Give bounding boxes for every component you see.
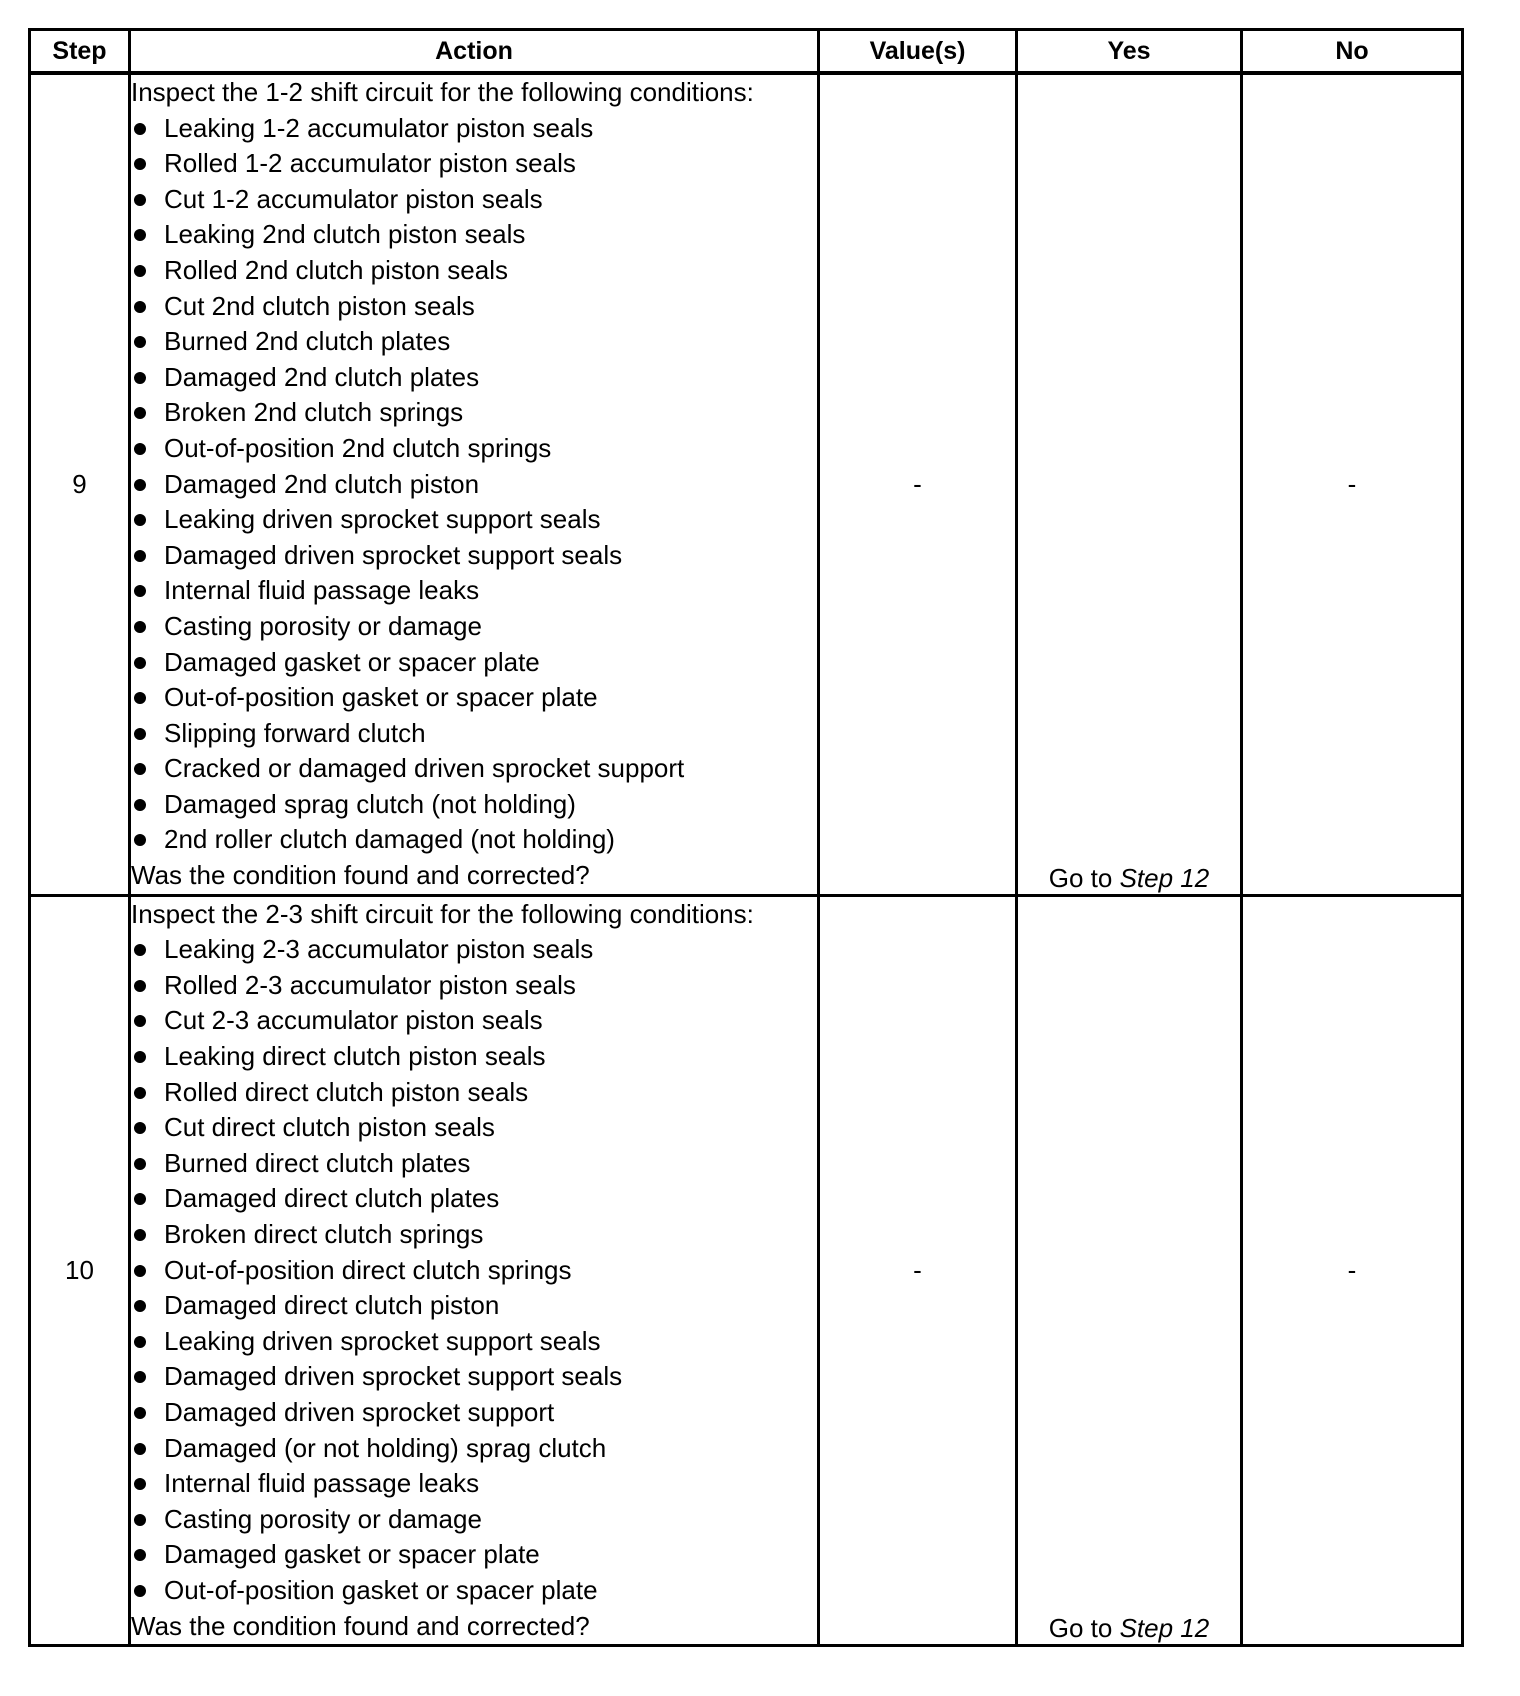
list-item bbox=[131, 1537, 817, 1573]
list-item bbox=[131, 822, 817, 858]
list-item-text: Rolled 2nd clutch piston seals bbox=[164, 254, 508, 285]
list-item bbox=[131, 1075, 817, 1111]
action-question: Was the condition found and corrected? bbox=[131, 860, 590, 891]
bullet-icon bbox=[134, 301, 146, 313]
bullet-icon bbox=[134, 944, 146, 956]
list-item-text: Damaged 2nd clutch plates bbox=[164, 361, 480, 392]
yes-cell bbox=[1017, 895, 1242, 1645]
list-item bbox=[131, 1359, 817, 1395]
values-cell: - bbox=[819, 895, 1017, 1645]
bullet-icon bbox=[134, 763, 146, 775]
table-row bbox=[30, 73, 1463, 895]
step-link: Step 12 bbox=[1119, 1613, 1210, 1644]
yes-prefix: Go to bbox=[1048, 862, 1120, 893]
bullet-icon bbox=[134, 728, 146, 740]
list-item-text: Damaged direct clutch piston bbox=[164, 1290, 500, 1321]
bullet-icon bbox=[134, 1478, 146, 1490]
list-item-text: Out-of-position gasket or spacer plate bbox=[164, 682, 598, 713]
list-item-text: Damaged (or not holding) sprag clutch bbox=[164, 1432, 607, 1463]
bullet-icon bbox=[134, 265, 146, 277]
list-item-text: Damaged gasket or spacer plate bbox=[164, 1539, 540, 1570]
step-number: 9 bbox=[30, 73, 130, 895]
list-item bbox=[131, 431, 817, 467]
list-item bbox=[131, 1466, 817, 1502]
list-item-text: Leaking 2nd clutch piston seals bbox=[164, 219, 526, 250]
list-item bbox=[131, 289, 817, 325]
list-item bbox=[131, 1181, 817, 1217]
list-item bbox=[131, 1146, 817, 1182]
list-item bbox=[131, 538, 817, 574]
list-item-text: Internal fluid passage leaks bbox=[164, 1468, 480, 1499]
list-item bbox=[131, 787, 817, 823]
header-yes: Yes bbox=[1017, 30, 1242, 74]
list-item-text: Rolled 1-2 accumulator piston seals bbox=[164, 148, 576, 179]
bullet-icon bbox=[134, 585, 146, 597]
bullet-icon bbox=[134, 336, 146, 348]
bullet-icon bbox=[134, 834, 146, 846]
bullet-icon bbox=[134, 1015, 146, 1027]
bullet-icon bbox=[134, 407, 146, 419]
list-item bbox=[131, 1253, 817, 1289]
list-item-text: Leaking direct clutch piston seals bbox=[164, 1041, 546, 1072]
list-item bbox=[131, 968, 817, 1004]
list-item-text: Damaged gasket or spacer plate bbox=[164, 646, 540, 677]
list-item bbox=[131, 217, 817, 253]
list-item-text: Out-of-position direct clutch springs bbox=[164, 1254, 572, 1285]
bullet-icon bbox=[134, 1265, 146, 1277]
list-item bbox=[131, 502, 817, 538]
header-step: Step bbox=[30, 30, 130, 74]
bullet-icon bbox=[134, 1122, 146, 1134]
list-item bbox=[131, 573, 817, 609]
list-item-text: Casting porosity or damage bbox=[164, 610, 482, 641]
list-item-text: Slipping forward clutch bbox=[164, 717, 426, 748]
action-cell bbox=[130, 73, 819, 895]
list-item bbox=[131, 680, 817, 716]
bullet-icon bbox=[134, 443, 146, 455]
list-item-text: Broken direct clutch springs bbox=[164, 1219, 484, 1249]
list-item-text: Damaged direct clutch plates bbox=[164, 1183, 500, 1214]
header-action: Action bbox=[130, 30, 819, 74]
bullet-icon bbox=[134, 1193, 146, 1205]
action-cell bbox=[130, 895, 819, 1645]
yes-cell bbox=[1017, 73, 1242, 895]
list-item bbox=[131, 645, 817, 681]
list-item bbox=[131, 324, 817, 360]
list-item-text: Leaking 1-2 accumulator piston seals bbox=[164, 112, 594, 143]
list-item bbox=[131, 1003, 817, 1039]
bullet-icon bbox=[134, 479, 146, 491]
list-item-text: Cut 2nd clutch piston seals bbox=[164, 290, 475, 321]
list-item-text: Burned 2nd clutch plates bbox=[164, 326, 451, 357]
bullet-icon bbox=[134, 1158, 146, 1170]
bullet-icon bbox=[134, 621, 146, 633]
list-item-text: Leaking driven sprocket support seals bbox=[164, 504, 601, 535]
list-item bbox=[131, 1288, 817, 1324]
header-no: No bbox=[1242, 30, 1463, 74]
list-item bbox=[131, 609, 817, 645]
list-item-text: Rolled 2-3 accumulator piston seals bbox=[164, 969, 576, 1000]
header-values: Value(s) bbox=[819, 30, 1017, 74]
bullet-icon bbox=[134, 158, 146, 170]
list-item bbox=[131, 1431, 817, 1467]
bullet-icon bbox=[134, 1514, 146, 1526]
list-item-text: Out-of-position 2nd clutch springs bbox=[164, 432, 552, 463]
bullet-icon bbox=[134, 194, 146, 206]
list-item-text: Burned direct clutch plates bbox=[164, 1147, 471, 1178]
bullet-icon bbox=[134, 692, 146, 704]
list-item bbox=[131, 1217, 817, 1253]
condition-list bbox=[131, 111, 817, 858]
list-item-text: Damaged sprag clutch (not holding) bbox=[164, 788, 576, 819]
list-item bbox=[131, 182, 817, 218]
list-item bbox=[131, 1573, 817, 1609]
condition-list bbox=[131, 932, 817, 1608]
list-item-text: Broken 2nd clutch springs bbox=[164, 397, 464, 428]
bullet-icon bbox=[134, 1300, 146, 1312]
bullet-icon bbox=[134, 1585, 146, 1597]
list-item bbox=[131, 146, 817, 182]
list-item bbox=[131, 395, 817, 431]
list-item bbox=[131, 1039, 817, 1075]
yes-prefix: Go to bbox=[1048, 1613, 1120, 1644]
bullet-icon bbox=[134, 550, 146, 562]
no-cell: - bbox=[1242, 895, 1463, 1645]
list-item bbox=[131, 1502, 817, 1538]
list-item bbox=[131, 716, 817, 752]
header-row bbox=[30, 30, 1463, 74]
bullet-icon bbox=[134, 1407, 146, 1419]
bullet-icon bbox=[134, 1443, 146, 1455]
list-item-text: Cut direct clutch piston seals bbox=[164, 1112, 495, 1143]
list-item bbox=[131, 253, 817, 289]
list-item-text: Cracked or damaged driven sprocket support bbox=[164, 753, 685, 784]
list-item-text: Internal fluid passage leaks bbox=[164, 575, 480, 606]
bullet-icon bbox=[134, 799, 146, 811]
list-item bbox=[131, 751, 817, 787]
list-item-text: Damaged 2nd clutch piston bbox=[164, 468, 480, 499]
values-cell: - bbox=[819, 73, 1017, 895]
list-item-text: Damaged driven sprocket support seals bbox=[164, 1361, 623, 1392]
bullet-icon bbox=[134, 1229, 146, 1241]
list-item-text: Damaged driven sprocket support bbox=[164, 1396, 555, 1427]
action-question: Was the condition found and corrected? bbox=[131, 1610, 590, 1641]
list-item bbox=[131, 1324, 817, 1360]
bullet-icon bbox=[134, 229, 146, 241]
list-item-text: 2nd roller clutch damaged (not holding) bbox=[164, 824, 615, 855]
list-item-text: Out-of-position gasket or spacer plate bbox=[164, 1574, 598, 1605]
bullet-icon bbox=[134, 657, 146, 669]
bullet-icon bbox=[134, 1371, 146, 1383]
table-row bbox=[30, 895, 1463, 1645]
list-item-text: Rolled direct clutch piston seals bbox=[164, 1076, 529, 1107]
list-item bbox=[131, 1110, 817, 1146]
diagnostic-table bbox=[28, 28, 1464, 1647]
action-intro: Inspect the 2-3 shift circuit for the following conditions: bbox=[131, 898, 754, 929]
step-number: 10 bbox=[30, 895, 130, 1645]
list-item-text: Leaking driven sprocket support seals bbox=[164, 1325, 601, 1356]
list-item-text: Damaged driven sprocket support seals bbox=[164, 539, 623, 570]
bullet-icon bbox=[134, 123, 146, 135]
list-item bbox=[131, 932, 817, 968]
bullet-icon bbox=[134, 1549, 146, 1561]
list-item bbox=[131, 1395, 817, 1431]
bullet-icon bbox=[134, 514, 146, 526]
action-intro: Inspect the 1-2 shift circuit for the following conditions: bbox=[131, 77, 754, 107]
no-cell: - bbox=[1242, 73, 1463, 895]
list-item bbox=[131, 111, 817, 147]
list-item bbox=[131, 467, 817, 503]
list-item bbox=[131, 360, 817, 396]
bullet-icon bbox=[134, 1051, 146, 1063]
bullet-icon bbox=[134, 980, 146, 992]
bullet-icon bbox=[134, 1336, 146, 1348]
list-item-text: Cut 2-3 accumulator piston seals bbox=[164, 1005, 543, 1036]
bullet-icon bbox=[134, 372, 146, 384]
step-link: Step 12 bbox=[1119, 862, 1210, 893]
bullet-icon bbox=[134, 1087, 146, 1099]
list-item-text: Cut 1-2 accumulator piston seals bbox=[164, 183, 543, 214]
list-item-text: Casting porosity or damage bbox=[164, 1503, 482, 1534]
list-item-text: Leaking 2-3 accumulator piston seals bbox=[164, 934, 594, 965]
